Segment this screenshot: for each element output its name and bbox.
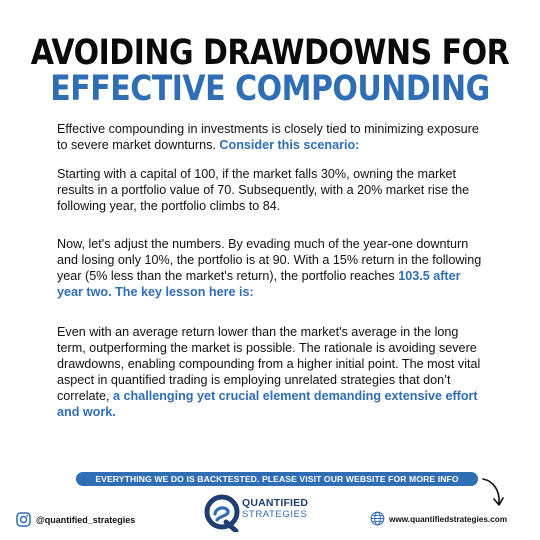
globe-icon (370, 511, 385, 526)
paragraph-scenario-market: Starting with a capital of 100, if the market falls 30%, owning the market results in a portfolio value of 70. Subsequently, with a 20% market rise the following year, the portfolio climbs to 84. (57, 167, 470, 213)
instagram-icon[interactable] (16, 512, 31, 527)
paragraph-lesson-text: Even with an average return lower than the market's average in the long term, outperforming the market is possible. The rationale is avoiding severe drawdowns, enabling compounding from a higher initial point. The most vital aspect in quantified trading is employing unrelated strategies that don’t correlate, (57, 325, 481, 403)
paragraph-lesson-highlight: a challenging yet crucial element demanding extensive effort and work. (57, 389, 478, 419)
headline-line2: EFFECTIVE COMPOUNDING (50, 69, 490, 110)
logo-text-quantified: QUANTIFIED (242, 497, 309, 509)
paragraph-intro-highlight: Consider this scenario: (219, 138, 360, 152)
paragraph-adjusted-highlight: 103.5 after year two. The key lesson here is: (57, 269, 461, 299)
logo-text-strategies: STRATEGIES (242, 509, 308, 520)
paragraph-lesson (57, 324, 487, 420)
headline-line1: AVOIDING DRAWDOWNS FOR (30, 33, 510, 74)
curved-arrow-icon (480, 476, 506, 510)
paragraph-intro-text: Effective compounding in investments is closely tied to minimizing exposure to severe market downturns. (57, 122, 479, 152)
quantified-strategies-logo (204, 494, 314, 534)
logo-q-mark-icon (204, 494, 240, 532)
paragraph-adjusted-text: Now, let's adjust the numbers. By evading much of the year-one downturn and losing only 10%, the portfolio is at 90. With a 15% return in the following year (5% less than the market's return), the portfolio reaches (57, 237, 482, 283)
backtested-banner: EVERYTHING WE DO IS BACKTESTED. PLEASE VISIT OUR WEBSITE FOR MORE INFO (76, 472, 478, 486)
paragraph-intro (57, 121, 487, 153)
paragraph-scenario-adjusted (57, 236, 487, 300)
instagram-handle[interactable]: @quantified_strategies (36, 515, 136, 525)
website-link[interactable]: www.quantifiedstrategies.com (389, 515, 507, 524)
